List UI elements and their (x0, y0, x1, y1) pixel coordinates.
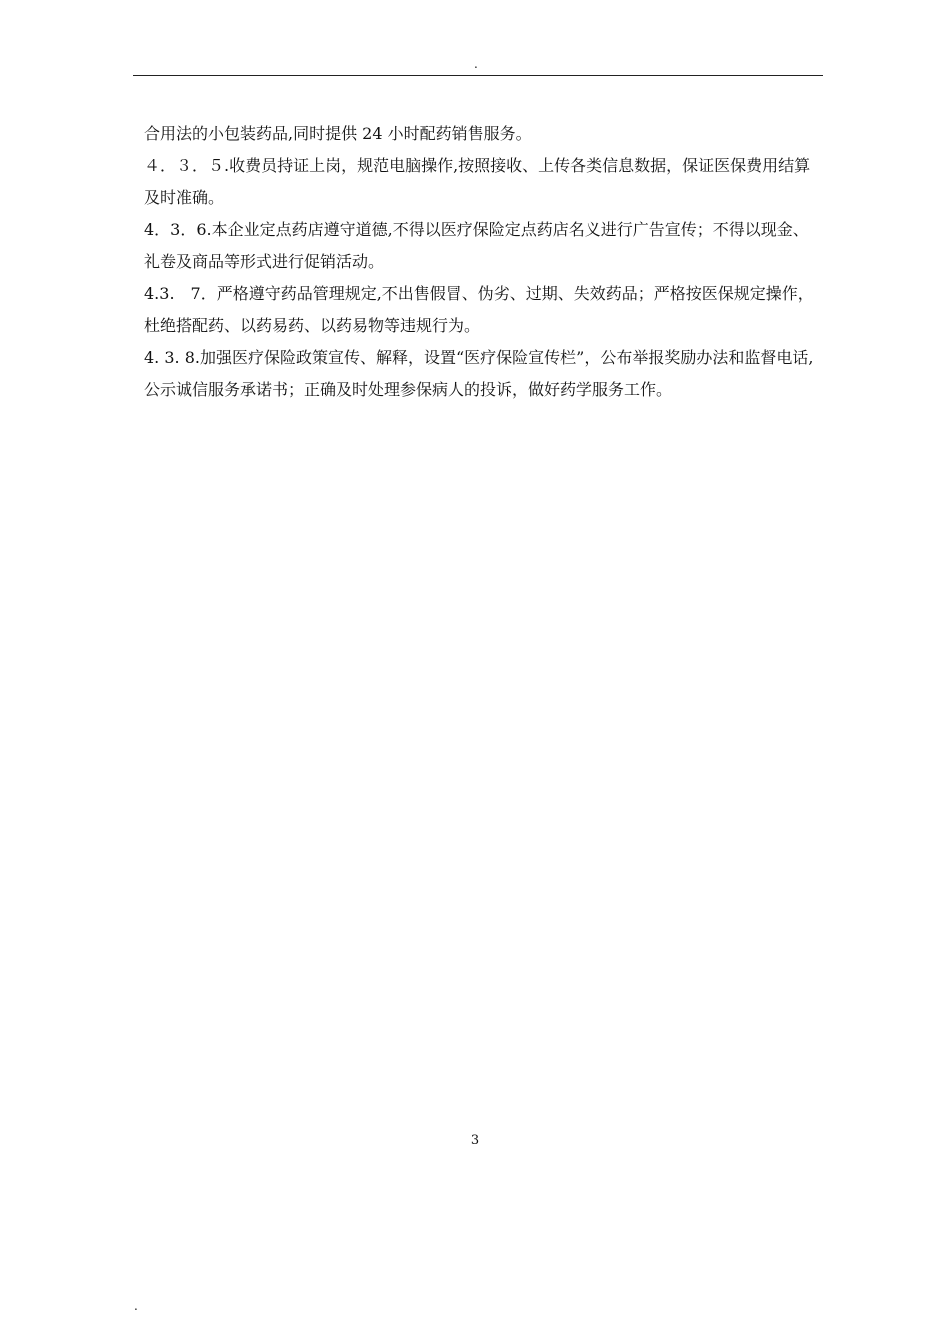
paragraph-4-3-5: ４．３．５.收费员持证上岗，规范电脑操作,按照接收、上传各类信息数据，保证医保费用结算及时准确。 (144, 156, 811, 207)
header-mark: . (474, 57, 478, 71)
paragraph-4-3-6: 4．3．6.本企业定点药店遵守道德,不得以医疗保险定点药店名义进行广告宣传；不得以现金、礼卷及商品等形式进行促销活动。 (144, 220, 809, 271)
page-number: 3 (470, 1133, 480, 1148)
footer-mark: . (134, 1299, 138, 1313)
paragraph-4-3-8: 4. 3. 8.加强医疗保险政策宣传、解释，设置“医疗保险宣传栏”，公布举报奖励办法和监督电话,公示诚信服务承诺书；正确及时处理参保病人的投诉，做好药学服务工作。 (144, 348, 814, 399)
paragraph-continuation: 合用法的小包装药品,同时提供 24 小时配药销售服务。 (144, 124, 532, 143)
paragraph-4-3-7: 4.3. 7．严格遵守药品管理规定,不出售假冒、伪劣、过期、失效药品；严格按医保规定操作，杜绝搭配药、以药易药、以药易物等违规行为。 (144, 284, 814, 335)
header-divider (133, 75, 823, 76)
document-body (144, 118, 824, 406)
